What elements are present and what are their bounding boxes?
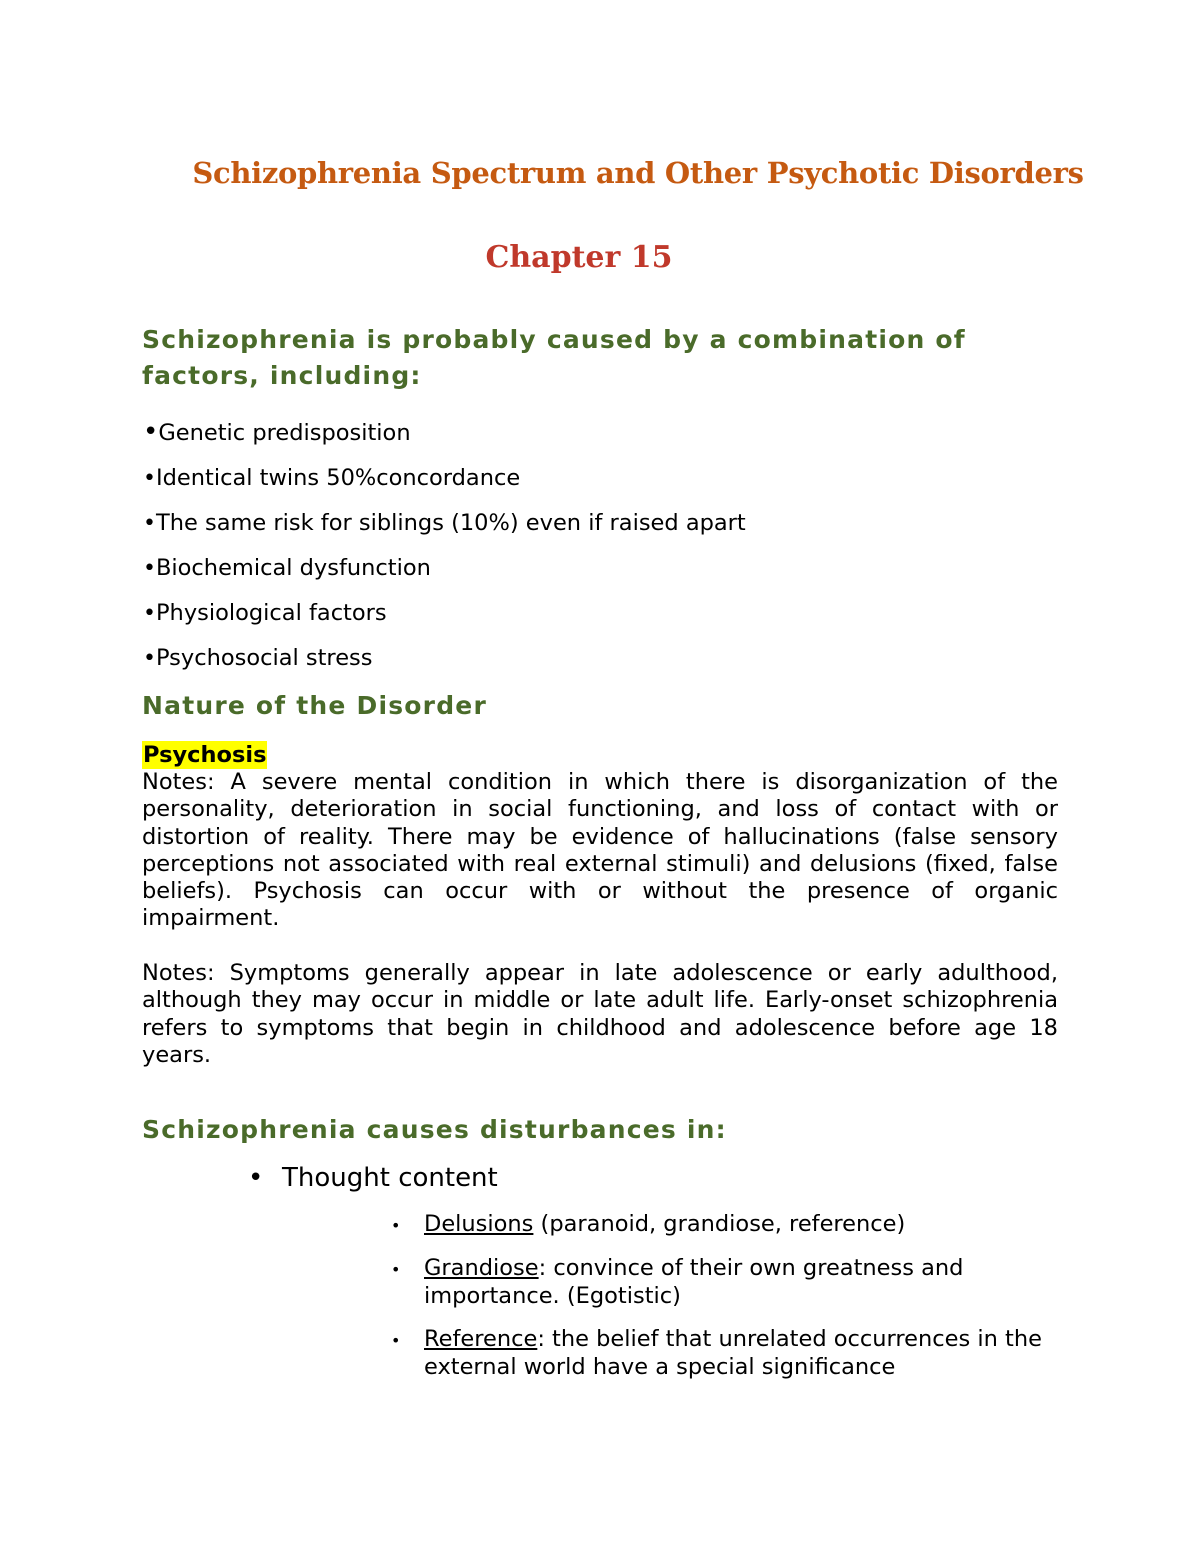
bullet-icon: • [391, 1331, 401, 1350]
term-grandiose: Grandiose [424, 1255, 539, 1281]
bullet-icon: • [391, 1216, 401, 1235]
cause-item [143, 600, 387, 626]
cause-text: Psychosocial stress [155, 645, 373, 671]
cause-text: Physiological factors [155, 600, 387, 626]
sub-item-delusions [424, 1211, 1044, 1239]
cause-text: Identical twins 50%concordance [155, 465, 521, 491]
psychosis-label: Psychosis [143, 742, 267, 768]
bullet-icon: • [391, 1260, 401, 1279]
nature-heading: Nature of the Disorder [142, 691, 487, 720]
sub-item-grandiose [424, 1255, 1044, 1310]
document-title: Schizophrenia Spectrum and Other Psychotic Disorders [192, 156, 1084, 190]
bullet-icon: • [248, 1163, 264, 1193]
cause-text: Genetic predisposition [158, 420, 411, 446]
causes-heading-line1: Schizophrenia is probably caused by a combination of [142, 325, 966, 354]
bullet-icon: • [143, 417, 159, 447]
cause-text: Biochemical dysfunction [155, 555, 431, 581]
psychosis-note: Notes: A severe mental condition in which there is disorganization of the personality, deterioration in social functioning, and loss of contact with or distortion of reality. There may be evidence of hallucinations (false sensory perceptions not associated with real external stimuli) and delusions (fixed, false beliefs). Psychosis can occur with or without the presence of organic impairment. [142, 769, 1058, 932]
thought-content-label: Thought content [282, 1163, 498, 1193]
term-reference: Reference [424, 1326, 538, 1352]
term-delusions: Delusions [424, 1211, 534, 1237]
cause-item [143, 465, 520, 491]
causes-heading-line2: factors, including: [142, 361, 422, 390]
bullet-icon: • [143, 601, 156, 626]
cause-item [143, 645, 372, 671]
sub-item-text: : the belief that unrelated occurrences in the external world have a special significance [424, 1326, 1042, 1380]
bullet-icon: • [143, 511, 156, 536]
cause-text: The same risk for siblings (10%) even if raised apart [155, 510, 746, 536]
sub-item-text: : convince of their own greatness and importance. (Egotistic) [424, 1255, 964, 1309]
bullet-icon: • [143, 646, 156, 671]
thought-content-item [248, 1163, 498, 1193]
cause-item [143, 510, 746, 536]
chapter-heading: Chapter 15 [485, 240, 673, 275]
cause-item [143, 555, 431, 581]
sub-item-reference [424, 1326, 1044, 1381]
disturbances-heading: Schizophrenia causes disturbances in: [142, 1115, 727, 1144]
cause-item [143, 417, 411, 447]
sub-item-text: (paranoid, grandiose, reference) [533, 1211, 906, 1237]
bullet-icon: • [143, 466, 156, 491]
bullet-icon: • [143, 556, 156, 581]
onset-note: Notes: Symptoms generally appear in late adolescence or early adulthood, although they may occur in middle or late adult life. Early-onset schizophrenia refers to symptoms that begin in childhood and adolescence before age 18 years. [142, 960, 1058, 1068]
